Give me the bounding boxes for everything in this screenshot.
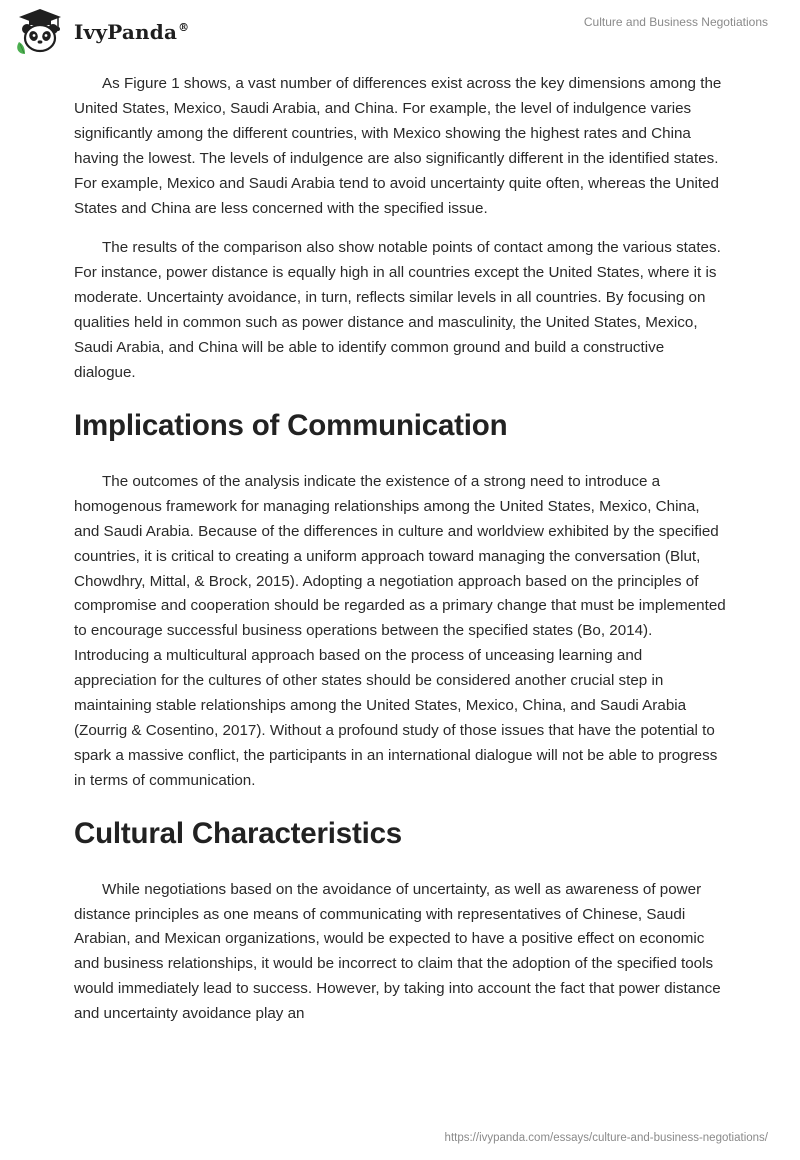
source-url-link[interactable]: https://ivypanda.com/essays/culture-and-business-negotiations/ <box>444 1132 768 1144</box>
brand-name: IvyPanda® <box>74 20 190 44</box>
page-header <box>0 0 800 62</box>
paragraph: As Figure 1 shows, a vast number of differences exist across the key dimensions among the United States, Mexico, Saudi Arabia, and China. For example, the level of indulgence varies significantly among the different countries, with Mexico showing the highest rates and China having the lowest. The levels of indulgence are also significantly different in the identified states. For example, Mexico and Saudi Arabia tend to avoid uncertainty quite often, whereas the United States and China are less concerned with the specified issue. <box>74 75 722 217</box>
registered-mark: ® <box>178 21 190 35</box>
section-heading: Cultural Characteristics <box>74 816 403 850</box>
paragraph: The results of the comparison also show notable points of contact among the various states. For instance, power distance is equally high in all countries except the United States, where it is moderate. Uncertainty avoidance, in turn, reflects similar levels in all countries. By focusing on qualities held in common such as power distance and masculinity, the United States, Mexico, Saudi Arabia, and China will be able to identify common ground and build a constructive dialogue. <box>74 239 721 381</box>
article-body <box>74 72 726 1027</box>
panda-graduate-icon <box>14 8 66 56</box>
paragraph: The outcomes of the analysis indicate the existence of a strong need to introduce a homogenous framework for managing relationships among the United States, Mexico, China, and Saudi Arabia. Because of the differences in culture and worldview exhibited by the specified countries, it is critical to creating a uniform approach toward managing the conversation (Blut, Chowdhry, Mittal, & Brock, 2015). Adopting a negotiation approach based on the principles of compromise and cooperation should be regarded as a primary change that must be implemented to encourage successful business operations between the specified states (Bo, 2014). Introducing a multicultural approach based on the process of unceasing learning and appreciation for the cultures of other states should be considered another crucial step in maintaining stable relationships among the United States, Mexico, China, and Saudi Arabia (Zourrig & Cosentino, 2017). Without a profound study of those issues that have the potential to spark a massive conflict, the participants in an international dialogue will not be able to progress in terms of communication. <box>74 472 726 789</box>
section-heading: Implications of Communication <box>74 408 508 442</box>
ivypanda-logo[interactable] <box>14 8 189 56</box>
document-title: Culture and Business Negotiations <box>583 15 768 29</box>
paragraph: While negotiations based on the avoidance of uncertainty, as well as awareness of power distance principles as one means of communicating with representatives of Chinese, Saudi Arabian, and Mexican organizations, would be expected to have a positive effect on economic and business relationships, it would be incorrect to claim that the adoption of the specified tools would immediately lead to success. However, by taking into account the fact that power distance and uncertainty avoidance play an <box>74 880 721 1023</box>
